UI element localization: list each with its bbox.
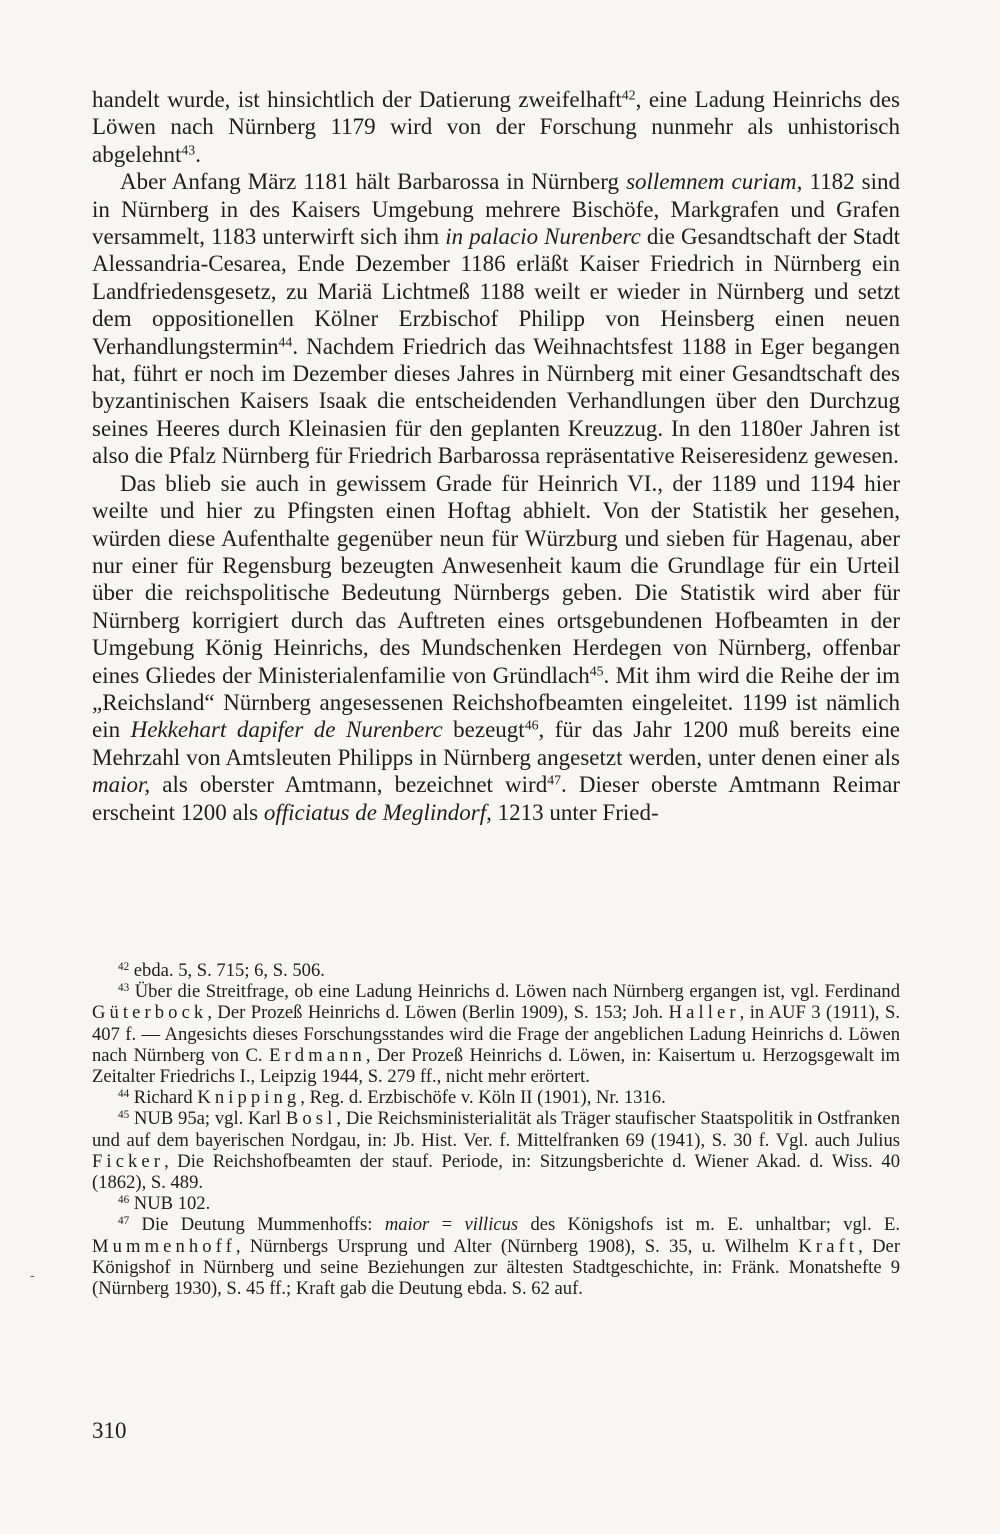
paragraph-2: Aber Anfang März 1181 hält Barbarossa in Nürnberg sollemnem curiam, 1182 sind in Nürnberg in des Kaisers Umgebung mehrere Bischöfe, Markgrafen und Grafen versammelt, 1183 unterwirft sich ihm in palacio Nurenberc die Gesandtschaft der Stadt Alessandria-Cesarea, Ende Dezember 1186 erläßt Kaiser Friedrich in Nürnberg ein Landfriedensgesetz, zu Mariä Lichtmeß 1188 weilt er wieder in Nürnberg und setzt dem oppositionellen Kölner Erzbischof Philipp von Heinsberg einen neuen Verhandlungstermin$^{44}$. Nachdem Friedrich das Weihnachtsfest 1188 in Eger begangen hat, führt er noch im Dezember dieses Jahres in Nürnberg mit einer Gesandtschaft des byzantinischen Kaisers Isaak die entscheidenden Verhandlungen über den Durchzug seines Heeres durch Kleinasien für den geplanten Kreuzzug. In den 1180er Jahren ist also die Pfalz Nürnberg für Friedrich Barbarossa repräsentative Reiseresidenz gewesen. [92, 169, 900, 469]
footnote-ref-47: 47 [547, 772, 561, 788]
footnote-42: $^{42}$ ebda. 5, S. 715; 6, S. 506. [118, 960, 325, 981]
footnote-47: $^{47}$ Die Deutung Mummenhoffs: maior = villicus des Königshofs ist m. E. unhaltbar; vgl. E. Mummenhoff, Nürnbergs Ursprung und Alter (Nürnberg 1908), S. 35, u. Wilhelm Kraft, Der Königshof in Nürnberg und seine Beziehungen zur ältesten Stadtgeschichte, in: Fränk. Monatshefte 9 (Nürnberg 1930), S. 45 ff.; Kraft gab die Deutung ebda. S. 62 auf. [92, 1214, 901, 1300]
footnote-ref-43: 43 [181, 142, 196, 158]
footnote-ref-46: 46 [524, 717, 539, 733]
footnote-43: $^{43}$ Über die Streitfrage, ob eine Ladung Heinrichs d. Löwen nach Nürnberg ergangen ist, vgl. Ferdinand Güterbock, Der Prozeß Heinrichs d. Löwen (Berlin 1909), S. 153; Joh. Haller, in AUF 3 (1911), S. 407 f. — Angesichts dieses Forschungsstandes wird die Frage der angeblichen Ladung Heinrichs d. Löwen nach Nürnberg von C. Erdmann, Der Prozeß Heinrichs d. Löwen, in: Kaisertum u. Herzogsgewalt im Zeitalter Friedrichs I., Leipzig 1944, S. 279 ff., nicht mehr erörtert. [92, 981, 900, 1088]
footnote-45: $^{45}$ NUB 95a; vgl. Karl Bosl, Die Reichsministerialität als Träger staufischer Staatspolitik in Ostfranken und auf dem bayerischen Nordgau, in: Jb. Hist. Ver. f. Mittelfranken 69 (1941), S. 30 f. Vgl. auch Julius Ficker, Die Reichshofbeamten der stauf. Periode, in: Sitzungsberichte d. Wiener Akad. d. Wiss. 40 (1862), S. 489. [92, 1108, 900, 1194]
paragraph-1: handelt wurde, ist hinsichtlich der Datierung zweifelhaft$^{42}$, eine Ladung Heinrichs des Löwen nach Nürnberg 1179 wird von der Forschung nunmehr als unhistorisch abgelehnt$^{43}$. [92, 87, 900, 167]
footnote-ref-44: 44 [278, 334, 293, 350]
paragraph-3: Das blieb sie auch in gewissem Grade für Heinrich VI., der 1189 und 1194 hier weilte und hier zu Pfingsten einen Hoftag abhielt. Von der Statistik her gesehen, würden diese Aufenthalte gegenüber neun für Würzburg und sieben für Hagenau, aber nur einer für Regensburg bezeugten Anwesenheit kaum die Grundlage für ein Urteil über die reichspolitische Bedeutung Nürnbergs geben. Die Statistik wird aber für Nürnberg korrigiert durch das Auftreten eines ortsgebundenen Hofbeamten in der Umgebung König Heinrichs, des Mundschenken Herdegen von Nürnberg, offenbar eines Gliedes der Ministerialenfamilie von Gründlach$^{45}$. Mit ihm wird die Reihe der im „Reichsland“ Nürnberg angesessenen Reichshofbeamten eingeleitet. 1199 ist nämlich ein Hekkehart dapifer de Nurenberc bezeugt$^{46}$, für das Jahr 1200 muß bereits eine Mehrzahl von Amtsleuten Philipps in Nürnberg angesetzt werden, unter denen einer als maior, als oberster Amtmann, bezeichnet wird$^{47}$. Dieser oberste Amtmann Reimar erscheint 1200 als officiatus de Meglindorf, 1213 unter Fried- [92, 470, 900, 825]
page-number: 310 [92, 1418, 127, 1443]
footnote-44: $^{44}$ Richard Knipping, Reg. d. Erzbischöfe v. Köln II (1901), Nr. 1316. [118, 1087, 666, 1109]
footnote-ref-42: 42 [621, 87, 636, 103]
footnote-46: $^{46}$ NUB 102. [118, 1193, 211, 1215]
footnote-ref-45: 45 [589, 662, 604, 678]
main-text [92, 86, 900, 826]
footnotes [92, 960, 900, 1299]
margin-mark: - [30, 1268, 35, 1284]
